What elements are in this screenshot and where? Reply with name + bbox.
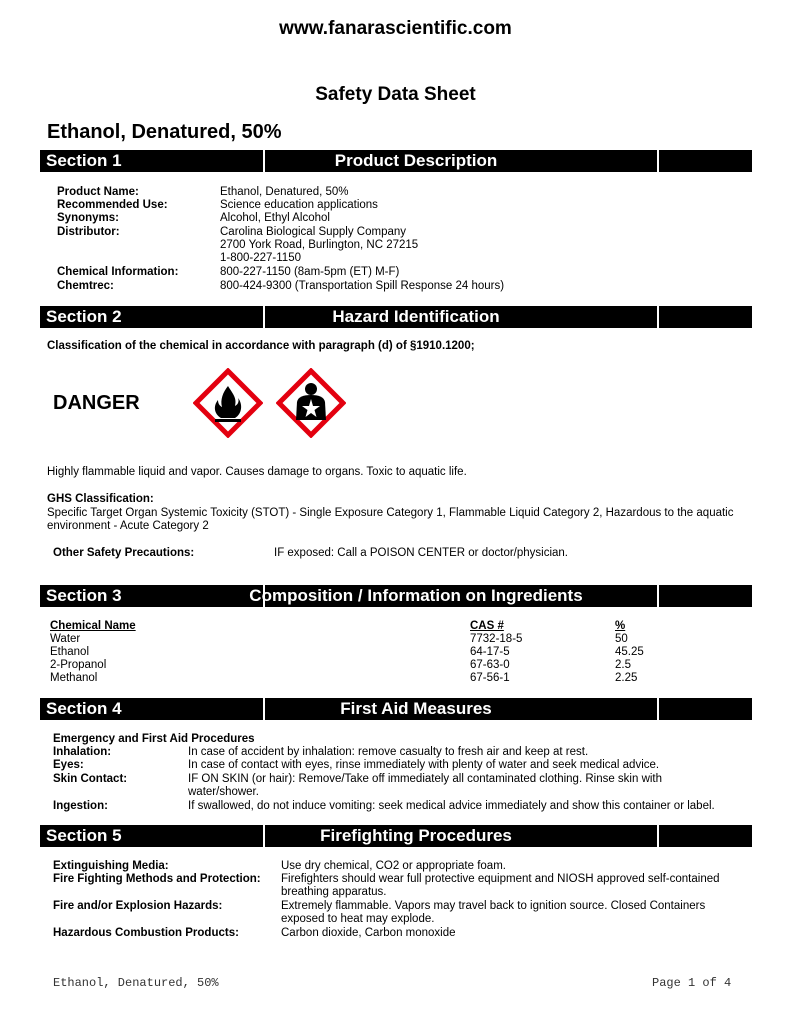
skin-contact-line2: water/shower. [188, 786, 259, 798]
section-4-bar [40, 698, 752, 720]
ingredient-percent: 45.25 [615, 646, 644, 658]
ingredient-name: Water [50, 633, 81, 645]
ingredient-percent: 50 [615, 633, 628, 645]
recommended-use-value: Science education applications [220, 199, 378, 211]
ghs-classification-line1: Specific Target Organ Systemic Toxicity (STOT) - Single Exposure Category 1, Flammable Liquid Category 2, Hazardous to the aquatic [47, 507, 734, 519]
section-3-bar [40, 585, 752, 607]
fire-fighting-methods-line2: breathing apparatus. [281, 886, 387, 898]
distributor-address: 2700 York Road, Burlington, NC 27215 [220, 239, 419, 251]
section-1-bar [40, 150, 752, 172]
first-aid-heading: Emergency and First Aid Procedures [53, 733, 255, 745]
ingredient-cas: 7732-18-5 [470, 633, 523, 645]
footer-page-number: Page 1 of 4 [652, 976, 732, 990]
col-chemical-name: Chemical Name [50, 620, 136, 632]
synonyms-value: Alcohol, Ethyl Alcohol [220, 212, 330, 224]
website-url: www.fanarascientific.com [279, 18, 512, 39]
chemical-information-value: 800-227-1150 (8am-5pm (ET) M-F) [220, 266, 400, 278]
section-number: Section 4 [46, 699, 122, 718]
fire-explosion-hazards-label: Fire and/or Explosion Hazards: [53, 900, 223, 912]
col-percent: % [615, 620, 626, 632]
skin-contact-line1: IF ON SKIN (or hair): Remove/Take off immediately all contaminated clothing. Rinse skin with [188, 773, 663, 785]
section-number: Section 3 [46, 586, 122, 605]
document-title: Safety Data Sheet [315, 84, 476, 105]
ingredient-percent: 2.25 [615, 672, 638, 684]
ingredient-percent: 2.5 [615, 659, 631, 671]
section-title: Product Description [334, 151, 498, 170]
inhalation-label: Inhalation: [53, 746, 112, 758]
product-title: Ethanol, Denatured, 50% [47, 121, 282, 143]
ingredient-cas: 67-56-1 [470, 672, 510, 684]
distributor-label: Distributor: [57, 226, 120, 238]
section-title: Composition / Information on Ingredients [249, 586, 583, 605]
synonyms-label: Synonyms: [57, 212, 119, 224]
skin-contact-label: Skin Contact: [53, 773, 128, 785]
ingredient-cas: 67-63-0 [470, 659, 510, 671]
ingredient-name: 2-Propanol [50, 659, 107, 671]
ingredient-name: Methanol [50, 672, 98, 684]
fire-fighting-methods-label: Fire Fighting Methods and Protection: [53, 873, 261, 885]
section-title: First Aid Measures [340, 699, 492, 718]
col-cas: CAS # [470, 620, 504, 632]
footer-product-name: Ethanol, Denatured, 50% [53, 976, 219, 990]
eyes-label: Eyes: [53, 759, 84, 771]
inhalation-value: In case of accident by inhalation: remove casualty to fresh air and keep at rest. [188, 746, 589, 758]
extinguishing-media-label: Extinguishing Media: [53, 860, 169, 872]
extinguishing-media-value: Use dry chemical, CO2 or appropriate foam. [281, 860, 506, 872]
flame-pictogram-icon [193, 368, 263, 438]
chemtrec-value: 800-424-9300 (Transportation Spill Response 24 hours) [220, 280, 505, 292]
section-title: Hazard Identification [332, 307, 500, 326]
recommended-use-label: Recommended Use: [57, 199, 168, 211]
ingestion-label: Ingestion: [53, 800, 108, 812]
section-title: Firefighting Procedures [320, 826, 512, 845]
signal-word: DANGER [53, 392, 140, 414]
ghs-classification-label: GHS Classification: [47, 493, 154, 505]
health-hazard-pictogram-icon [276, 368, 346, 438]
combustion-products-label: Hazardous Combustion Products: [53, 927, 239, 939]
distributor-phone: 1-800-227-1150 [220, 252, 301, 264]
fire-fighting-methods-line1: Firefighters should wear full protective equipment and NIOSH approved self-contained [281, 873, 720, 885]
other-safety-label: Other Safety Precautions: [53, 547, 195, 559]
ingredient-name: Ethanol [50, 646, 90, 658]
chemtrec-label: Chemtrec: [57, 280, 114, 292]
distributor-name: Carolina Biological Supply Company [220, 226, 407, 238]
ingredient-cas: 64-17-5 [470, 646, 510, 658]
section-number: Section 5 [46, 826, 122, 845]
ghs-classification-line2: environment - Acute Category 2 [47, 520, 209, 532]
section-number: Section 1 [46, 151, 122, 170]
section-5-bar [40, 825, 752, 847]
section-number: Section 2 [46, 307, 122, 326]
chemical-information-label: Chemical Information: [57, 266, 179, 278]
section-2-bar [40, 306, 752, 328]
hazard-statement: Highly flammable liquid and vapor. Causes damage to organs. Toxic to aquatic life. [47, 466, 467, 478]
product-name-label: Product Name: [57, 186, 139, 198]
classification-heading: Classification of the chemical in accordance with paragraph (d) of §1910.1200; [47, 340, 475, 352]
other-safety-value: IF exposed: Call a POISON CENTER or doctor/physician. [274, 547, 568, 559]
fire-explosion-hazards-line1: Extremely flammable. Vapors may travel back to ignition source. Closed Containers [281, 900, 706, 912]
eyes-value: In case of contact with eyes, rinse immediately with plenty of water and seek medical advice. [188, 759, 660, 771]
product-name-value: Ethanol, Denatured, 50% [220, 186, 349, 198]
fire-explosion-hazards-line2: exposed to heat may explode. [281, 913, 435, 925]
combustion-products-value: Carbon dioxide, Carbon monoxide [281, 927, 456, 939]
ingestion-value: If swallowed, do not induce vomiting: seek medical advice immediately and show this container or label. [188, 800, 715, 812]
